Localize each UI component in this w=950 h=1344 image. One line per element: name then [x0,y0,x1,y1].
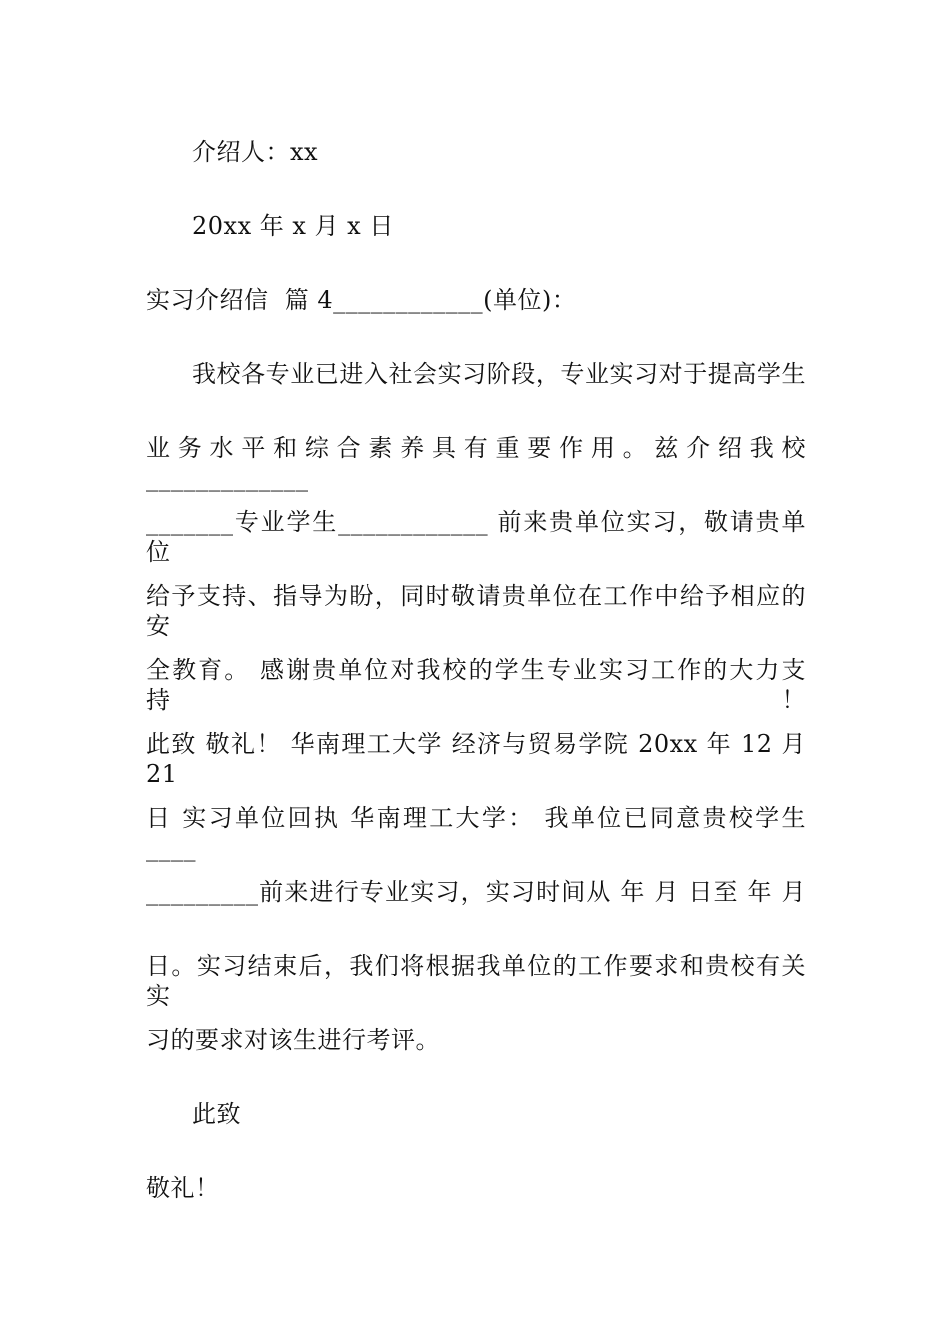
body-line-5: 全教育。 感谢贵单位对我校的学生专业实习工作的大力支持！ [146,656,806,714]
body-line-1: 我校各专业已进入社会实习阶段，专业实习对于提高学生 [192,360,806,388]
body-line-4: 给予支持、指导为盼，同时敬请贵单位在工作中给予相应的安 [146,582,806,640]
letter-heading: 实习介绍信 篇 4____________(单位)： [146,286,577,314]
closing-line-1: 此致 [192,1100,241,1128]
body-line-3: _______专业学生____________ 前来贵单位实习，敬请贵单位 [146,508,806,566]
body-line-6: 此致 敬礼！ 华南理工大学 经济与贸易学院 20xx 年 12 月 21 [146,730,806,788]
body-line-8: _________前来进行专业实习，实习时间从 年 月 日至 年 月 [146,878,806,906]
introducer-line: 介绍人：xx [192,138,319,166]
body-line-7: 日 实习单位回执 华南理工大学： 我单位已同意贵校学生____ [146,804,806,862]
body-line-2: 业务水平和综合素养具有重要作用。兹介绍我校_____________ [146,434,806,492]
closing-line-2: 敬礼！ [146,1174,220,1202]
date-line: 20xx 年 x 月 x 日 [192,212,394,240]
body-line-9: 日。实习结束后，我们将根据我单位的工作要求和贵校有关实 [146,952,806,1010]
body-line-10: 习的要求对该生进行考评。 [146,1026,440,1054]
